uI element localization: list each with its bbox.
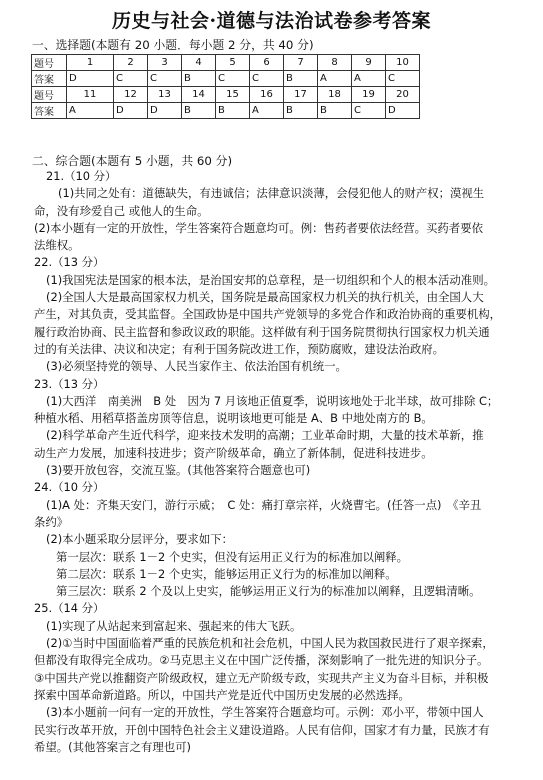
question-heading: 23.（13 分） (34, 376, 105, 391)
table-cell: 20 (386, 87, 420, 103)
table-cell: 5 (216, 55, 250, 71)
answer-line: (1)A 处：齐集天安门，游行示威； C 处：痛打章宗祥，火烧曹宅。(任答一点) 《辛丑 (46, 497, 482, 512)
table-cell: D (114, 103, 148, 119)
table-cell: 9 (352, 55, 386, 71)
answer-line: 动生产力发展，加速科技进步；资产阶级革命，确立了新体制，促进科技进步。 (34, 445, 433, 460)
page-title: 历史与社会·道德与法治试卷参考答案 (111, 10, 432, 32)
answer-table (31, 54, 420, 119)
answer-line: (2)①当时中国面临着严重的民族危机和社会危机，中国人民为救国救民进行了艰辛探索， (46, 636, 494, 651)
table-cell: 3 (148, 55, 182, 71)
table-cell: D (386, 103, 420, 119)
table-cell: 2 (114, 55, 148, 71)
answer-line: 民实行改革开放，开创中国特色社会主义建设道路。人民有信仰，国家才有力量，民族才有 (34, 722, 490, 737)
answer-line: (2)本小题有一定的开放性，学生答案符合题意均可。例：售药者要依法经营。买药者要依 (34, 220, 483, 235)
table-row (32, 71, 420, 87)
table-cell: B (182, 71, 216, 87)
answer-line: 第一层次：联系 1－2 个史实，但没有运用正义行为的标准加以阐释。 (56, 549, 409, 564)
table-cell: 19 (352, 87, 386, 103)
table-cell: 14 (182, 87, 216, 103)
row-label: 题号 (32, 87, 67, 103)
answer-line: (2)科学革命产生近代科学，迎来技术发明的高潮；工业革命时期，大量的技术革新，推 (46, 428, 484, 443)
table-cell: B (318, 103, 352, 119)
answer-line: 但都没有取得完全成功。②马克思主义在中国广泛传播，深刻影响了一批先进的知识分子。 (34, 653, 489, 668)
answer-line: 探索中国革命新道路。所以，中国共产党是近代中国历史发展的必然选择。 (34, 687, 410, 702)
table-cell: 4 (182, 55, 216, 71)
table-cell: 11 (67, 87, 114, 103)
section2-body (34, 168, 512, 756)
table-cell: 10 (386, 55, 420, 71)
table-cell: 17 (284, 87, 318, 103)
table-cell: D (148, 103, 182, 119)
section2-heading: 二、综合题(本题有 5 小题，共 60 分) (32, 154, 233, 168)
table-cell: 12 (114, 87, 148, 103)
table-cell: A (352, 71, 386, 87)
table-cell: A (318, 71, 352, 87)
answer-line: ③中国共产党以推翻资产阶级政权，建立无产阶级专政，实现共产主义为奋斗目标，并积极 (34, 670, 489, 685)
section1-heading: 一、选择题(本题有 20 小题．每小题 2 分，共 40 分) (32, 38, 314, 52)
answer-line: 产生，对其负责，受其监督。全国政协是中国共产党领导的多党合作和政治协商的重要机构， (34, 307, 502, 322)
table-row (32, 87, 420, 103)
table-cell: 16 (250, 87, 284, 103)
answer-line: (1)我国宪法是国家的根本法，是治国安邦的总章程，是一切组织和个人的根本活动准则。 (46, 272, 495, 287)
answer-line: 条约》 (34, 514, 69, 529)
answer-line: (1)实现了从站起来到富起来、强起来的伟大飞跃。 (46, 618, 302, 633)
table-cell: C (148, 71, 182, 87)
answer-line: (3)本小题前一问有一定的开放性，学生答案符合题意均可。示例：邓小平，带领中国人 (46, 705, 484, 720)
table-cell: 15 (216, 87, 250, 103)
table-cell: B (284, 103, 318, 119)
row-label: 题号 (32, 55, 67, 71)
answer-line: 第二层次：联系 1－2 个史实，能够运用正义行为的标准加以阐释。 (56, 566, 397, 581)
table-cell: A (250, 103, 284, 119)
table-cell: 6 (250, 55, 284, 71)
question-heading: 25.（14 分） (34, 601, 105, 616)
table-cell: C (352, 103, 386, 119)
answer-line: 履行政治协商、民主监督和参政议政的职能。这样做有利于国务院贯彻执行国家权力机关通 (34, 324, 490, 339)
answer-line: 法维权。 (34, 238, 80, 253)
table-cell: C (250, 71, 284, 87)
table-cell: C (386, 71, 420, 87)
table-cell: 7 (284, 55, 318, 71)
table-cell: B (216, 103, 250, 119)
table-cell: D (67, 71, 114, 87)
table-cell: 1 (67, 55, 114, 71)
answer-line: 希望。(其他答案言之有理也可) (34, 739, 191, 754)
answer-line: (2)本小题采取分层评分，要求如下： (46, 532, 233, 547)
answer-line: 第三层次：联系 2 个及以上史实，能够运用正义行为的标准加以阐释，且逻辑清晰。 (56, 584, 481, 599)
table-cell: A (67, 103, 114, 119)
table-cell: 13 (148, 87, 182, 103)
row-label: 答案 (32, 103, 67, 119)
table-cell: C (114, 71, 148, 87)
table-row (32, 55, 420, 71)
table-cell: 18 (318, 87, 352, 103)
answer-line: 命，没有珍爱自己 或他人的生命。 (34, 203, 209, 218)
row-label: 答案 (32, 71, 67, 87)
answer-line: (1)大西洋 南美洲 B 处 因为 7 月该地正值夏季，说明该地处于北半球，故可排除 C； (46, 393, 499, 408)
table-cell: B (284, 71, 318, 87)
answer-line: (3)必须坚持党的领导、人民当家作主、依法治国有机统一。 (46, 359, 347, 374)
answer-line: 过的有关法律、决议和决定；有利于国务院改进工作，预防腐败，建设法治政府。 (34, 341, 445, 356)
answer-line: 种植水稻、用稻草搭盖房顶等信息，说明该地更可能是 A、B 中地处南方的 B。 (34, 411, 433, 426)
answer-line: (1)共同之处有：道德缺失，有违诚信；法律意识淡薄，会侵犯他人的财产权；漠视生 (58, 186, 485, 201)
answer-line: (3)要开放包容，交流互鉴。(其他答案符合题意也可) (46, 463, 311, 478)
answer-line: (2)全国人大是最高国家权力机关，国务院是最高国家权力机关的执行机关，由全国人大 (46, 290, 484, 305)
table-cell: B (182, 103, 216, 119)
table-row (32, 103, 420, 119)
table-cell: C (216, 71, 250, 87)
question-heading: 24.（10 分） (34, 480, 105, 495)
table-cell: 8 (318, 55, 352, 71)
question-heading: 21.（10 分） (46, 169, 117, 183)
question-heading: 22.（13 分） (34, 255, 105, 270)
